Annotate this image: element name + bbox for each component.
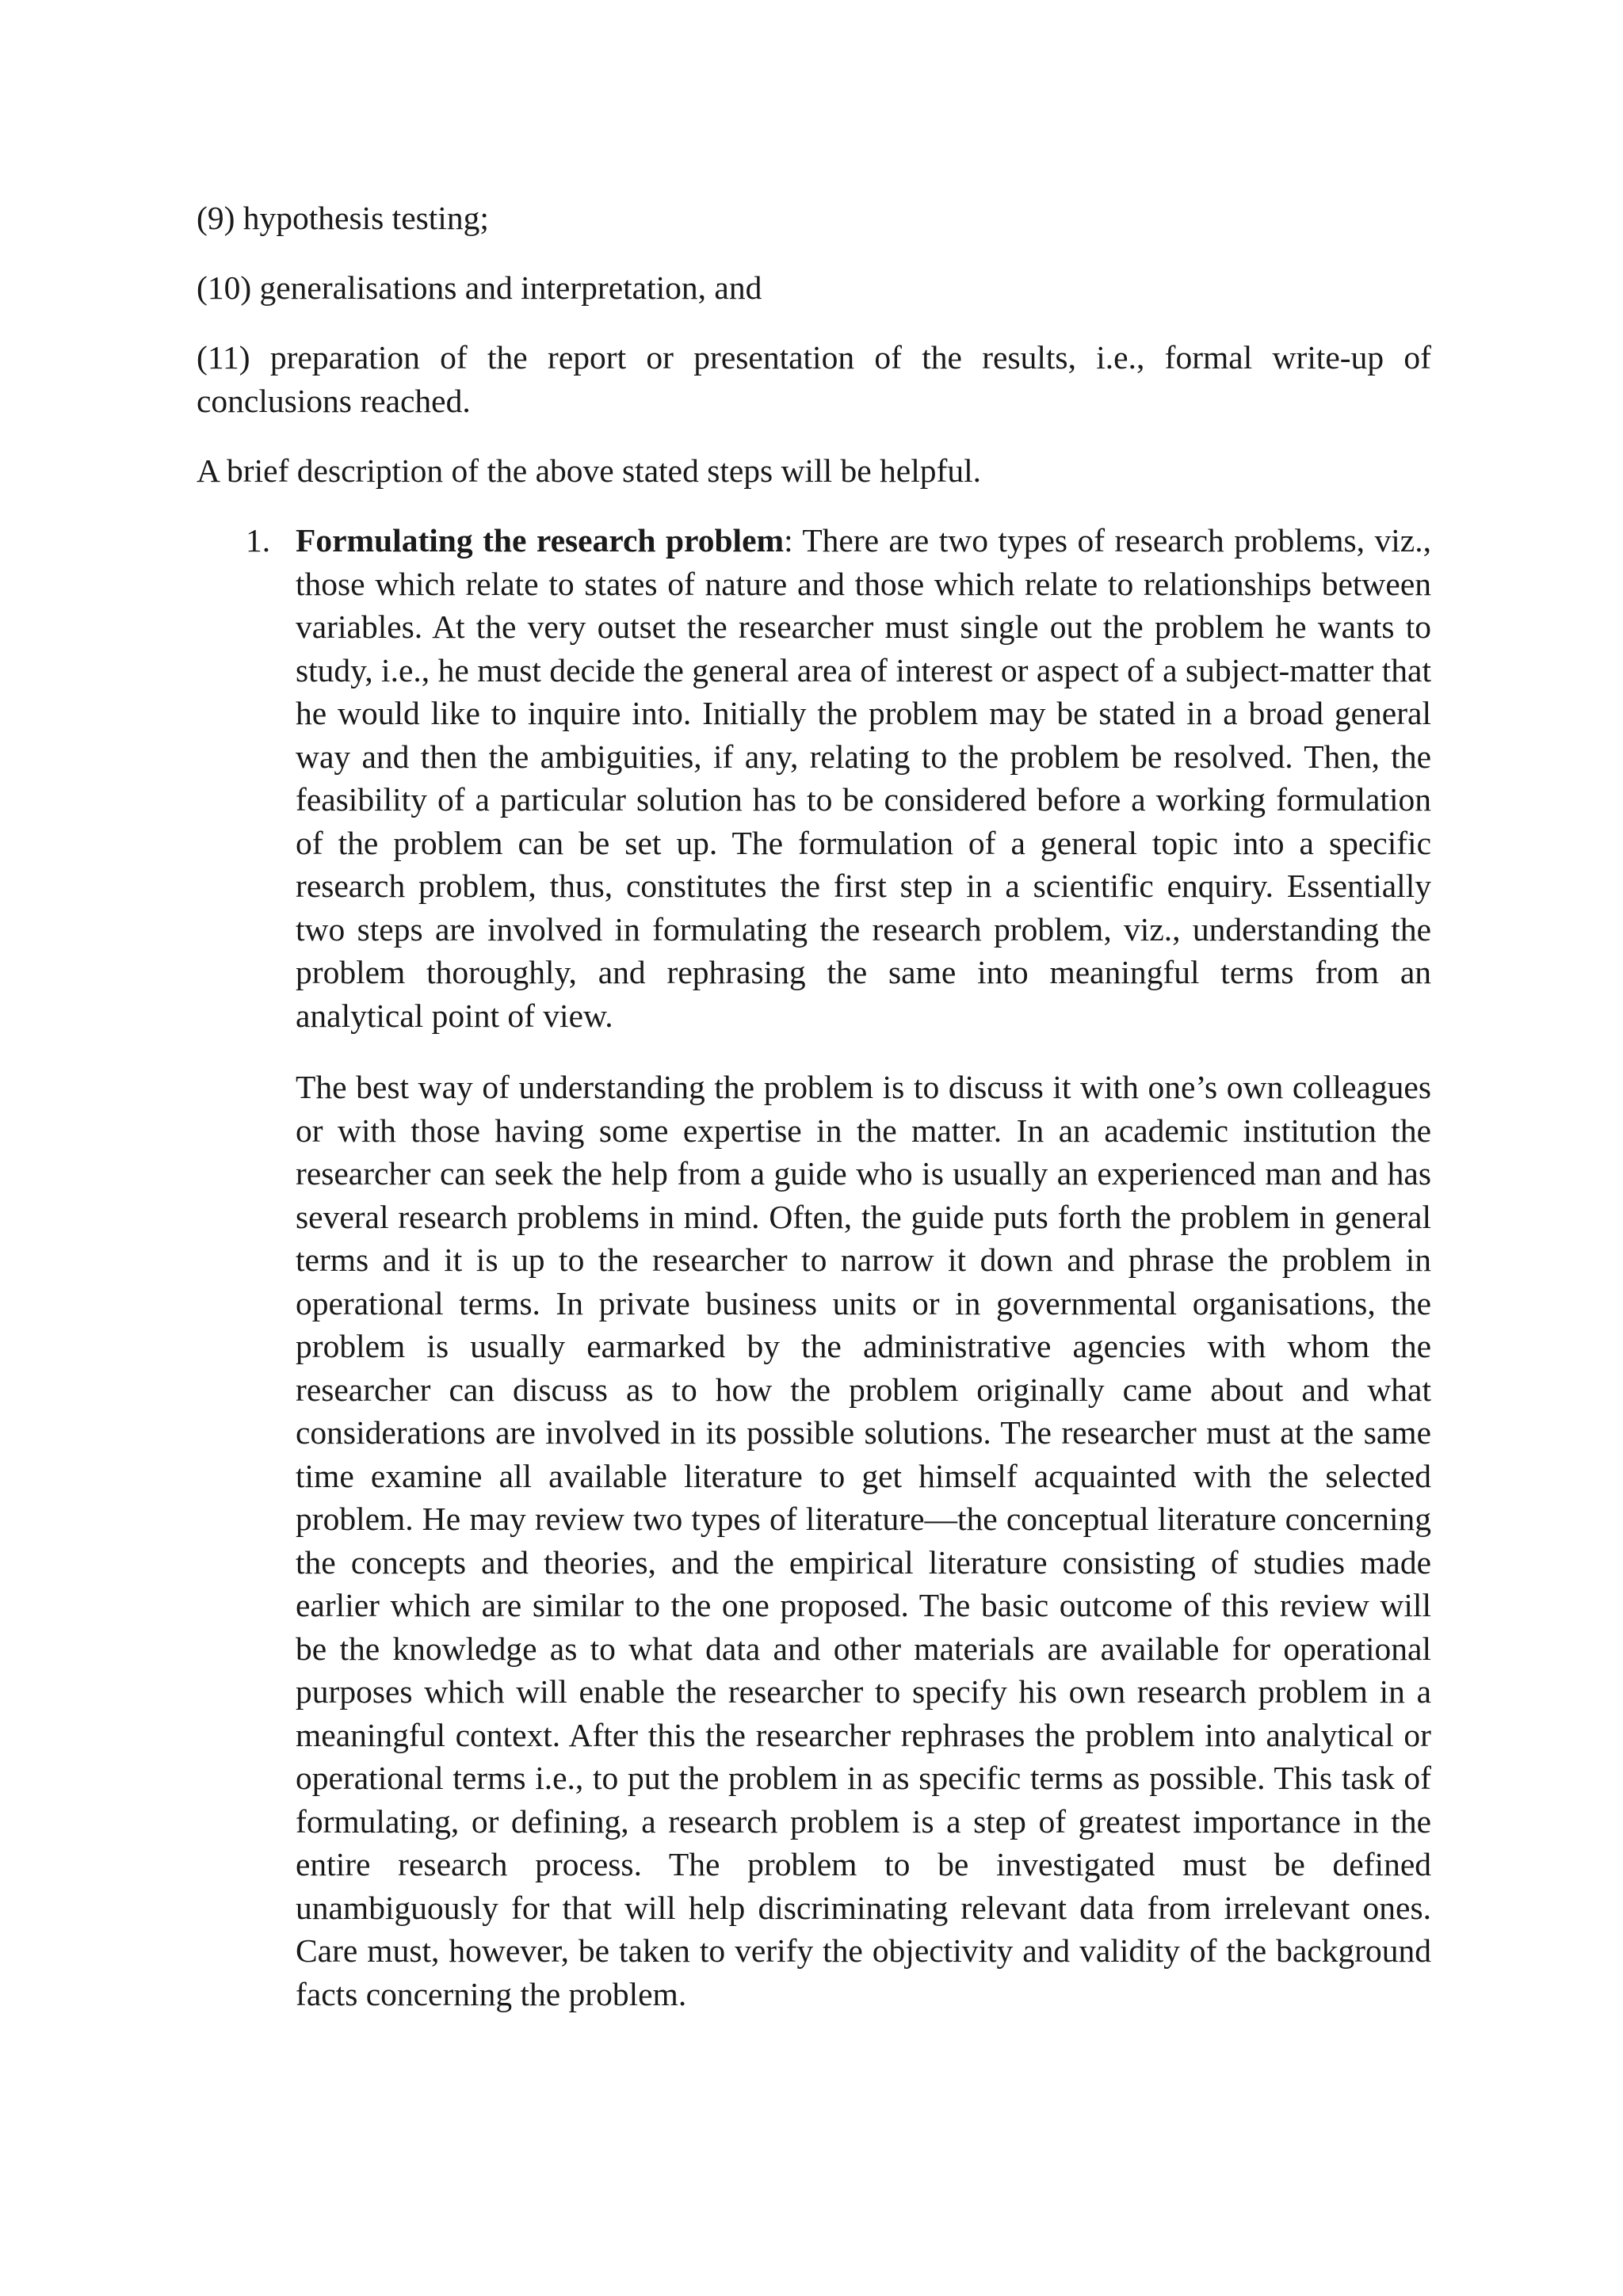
step-1-continuation: The best way of understanding the problem is to discuss it with one’s own colleagues or with those having some expertise in the matter. In an academic institution the researcher can seek the help from a guide who is usually an experienced man and has several research problems in mind. Often, the guide puts forth the problem in general terms and it is up to the researcher to narrow it down and phrase the problem in operational terms. In private business units or in governmental organisations, the problem is usually earmarked by the administrative agencies with whom the researcher can discuss as to how the problem originally came about and what considerations are involved in its possible solutions. The researcher must at the same time examine all available literature to get himself acquainted with the selected problem. He may review two types of literature—the conceptual literature concerning the concepts and theories, and the empirical literature consisting of studies made earlier which are similar to the one proposed. The basic outcome of this review will be the knowledge as to what data and other materials are available for operational purposes which will enable the researcher to specify his own research problem in a meaningful context. After this the researcher rephrases the problem into analytical or operational terms i.e., to put the problem in as specific terms as possible. This task of formulating, or defining, a research problem is a step of greatest importance in the entire research process. The problem to be investigated must be defined unambiguously for that will help discriminating relevant data from irrelevant ones. Care must, however, be taken to verify the objectivity and validity of the background facts concerning the problem.: [296, 1069, 1431, 2012]
step-1-text: : There are two types of research problems, viz., those which relate to states of nature and those which relate to relationships between variables. At the very outset the researcher must single out the problem he wants to study, i.e., he must decide the general area of interest or aspect of a subject-matter that he would like to inquire into. Initially the problem may be stated in a broad general way and then the ambiguities, if any, relating to the problem be resolved. Then, the feasibility of a particular solution has to be considered before a working formulation of the problem can be set up. The formulation of a general topic into a specific research problem, thus, constitutes the first step in a scientific enquiry. Essentially two steps are involved in formulating the research problem, viz., understanding the problem thoroughly, and rephrasing the same into meaningful terms from an analytical point of view.: [296, 522, 1431, 1034]
list-line-11: (11) preparation of the report or presentation of the results, i.e., formal write-up of conclusions reached.: [197, 339, 1431, 419]
step-1-body: [296, 519, 1431, 1037]
step-1-number: 1.: [246, 522, 271, 559]
intro-paragraph: A brief description of the above stated steps will be helpful.: [197, 452, 981, 489]
step-1-heading: Formulating the research problem: [296, 522, 785, 559]
list-line-10: (10) generalisations and interpretation, and: [197, 269, 762, 306]
list-line-9: (9) hypothesis testing;: [197, 200, 489, 236]
